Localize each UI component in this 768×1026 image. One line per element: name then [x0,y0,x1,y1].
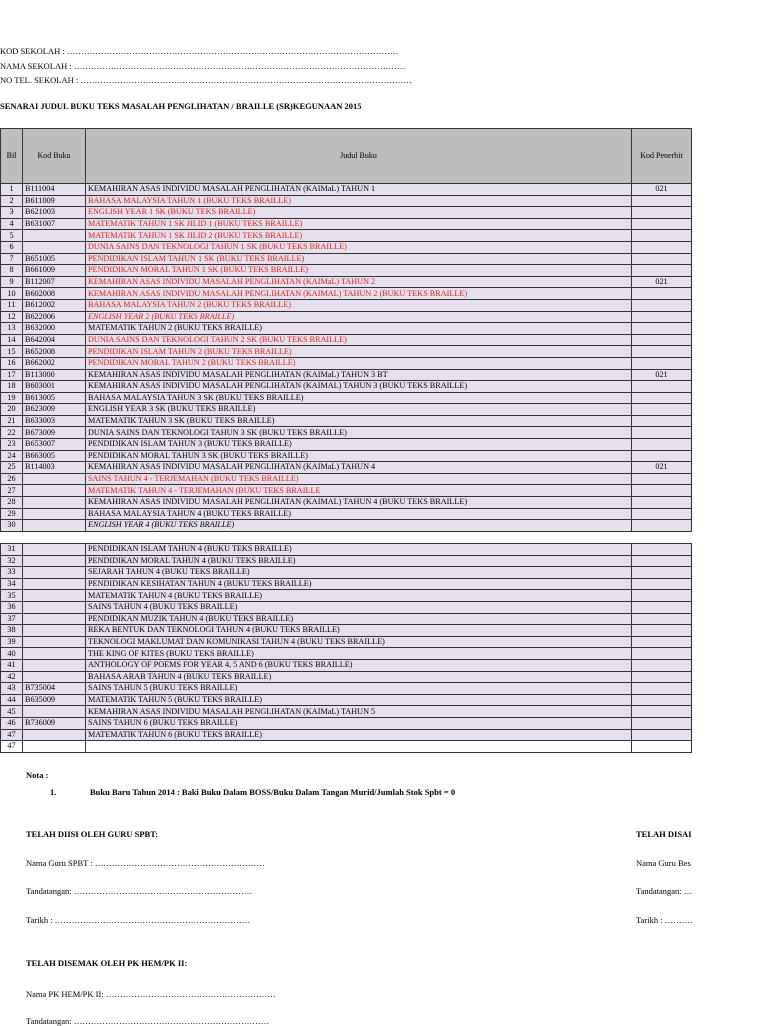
cell-bil: 20 [1,404,23,416]
cell-judul-buku: PENDIDIKAN ISLAM TAHUN 3 (BUKU TEKS BRAILLE) [86,439,632,451]
cell-kod-penerbit [632,601,692,613]
cell-bil: 37 [1,613,23,625]
pk-hem-section-title: TELAH DISEMAK OLEH PK HEM/PK II: [26,958,188,968]
cell-kod-penerbit [632,485,692,497]
nota-number: 1. [50,787,57,797]
cell-kod-penerbit [632,427,692,439]
table-row [1,741,692,753]
cell-kod-buku: B653007 [23,439,86,451]
cell-kod-penerbit [632,555,692,567]
cell-bil: 41 [1,659,23,671]
cell-kod-buku [23,706,86,718]
cell-judul-buku: ANTHOLOGY OF POEMS FOR YEAR 4, 5 AND 6 (BUKU TEKS BRAILLE) [86,659,632,671]
cell-bil: 46 [1,717,23,729]
cell-kod-penerbit [632,659,692,671]
cell-kod-buku [23,741,86,753]
table-row [1,648,692,660]
cell-bil: 11 [1,299,23,311]
cell-judul-buku: ENGLISH YEAR 1 SK (BUKU TEKS BRAILLE) [86,207,632,219]
table-row [1,253,692,265]
cell-bil: 28 [1,497,23,509]
table-row [1,473,692,485]
cell-kod-buku: B603001 [23,381,86,393]
table-row [1,613,692,625]
cell-kod-penerbit [632,694,692,706]
table-row [1,544,692,556]
nota-text: Buku Baru Tahun 2014 : Baki Buku Dalam BOSS/Buku Dalam Tangan Murid/Jumlah Stok Spbt = 0 [90,787,456,797]
cell-kod-penerbit [632,625,692,637]
cell-judul-buku: ENGLISH YEAR 2 (BUKU TEKS BRAILLE) [86,311,632,323]
cell-kod-penerbit [632,439,692,451]
right-nama-line: Nama Guru Bes [636,858,691,868]
cell-judul-buku: BAHASA MALAYSIA TAHUN 1 (BUKU TEKS BRAILLE) [86,195,632,207]
cell-bil: 5 [1,230,23,242]
cell-bil: 45 [1,706,23,718]
cell-kod-buku: B642004 [23,334,86,346]
right-section-title: TELAH DISAI [636,829,692,839]
cell-kod-penerbit [632,404,692,416]
cell-judul-buku: KEMAHIRAN ASAS INDIVIDU MASALAH PENGLIHATAN (KAIMAL) TAHUN 2 (BUKU TEKS BRAILLE) [86,288,632,300]
cell-judul-buku: KEMAHIRAN ASAS INDIVIDU MASALAH PENGLIHATAN (KAIMaL) TAHUN 2 [86,276,632,288]
table-row [1,392,692,404]
table-row [1,659,692,671]
cell-kod-penerbit [632,671,692,683]
table-row [1,195,692,207]
cell-kod-buku: B635009 [23,694,86,706]
col-kod-buku-header: Kod Buku [23,129,86,184]
table-row [1,381,692,393]
cell-kod-buku [23,544,86,556]
col-judul-header: Judul Buku [86,129,632,184]
cell-kod-penerbit [632,311,692,323]
cell-kod-penerbit [632,497,692,509]
cell-bil: 2 [1,195,23,207]
cell-judul-buku: KEMAHIRAN ASAS INDIVIDU MASALAH PENGLIHATAN (KAIMaL) TAHUN 1 [86,184,632,196]
cell-judul-buku: KEMAHIRAN ASAS INDIVIDU MASALAH PENGLIHATAN (KAIMaL) TAHUN 4 [86,462,632,474]
cell-bil: 21 [1,415,23,427]
table-row [1,369,692,381]
cell-kod-buku: B673009 [23,427,86,439]
cell-bil: 18 [1,381,23,393]
cell-kod-penerbit [632,346,692,358]
cell-kod-buku: B613005 [23,392,86,404]
table-header-row [1,129,692,184]
cell-kod-penerbit [632,567,692,579]
book-table-part1 [0,128,692,532]
cell-kod-buku: B662002 [23,357,86,369]
table-row [1,601,692,613]
cell-kod-penerbit [632,288,692,300]
cell-bil: 35 [1,590,23,602]
cell-kod-penerbit [632,706,692,718]
cell-kod-penerbit [632,578,692,590]
cell-kod-penerbit [632,683,692,695]
cell-kod-penerbit [632,323,692,335]
cell-kod-buku [23,625,86,637]
cell-kod-buku [23,659,86,671]
page-title: SENARAI JUDUL BUKU TEKS MASALAH PENGLIHATAN / BRAILLE (SR)KEGUNAAN 2015 [0,101,362,111]
cell-judul-buku [86,741,632,753]
table-row [1,706,692,718]
cell-judul-buku: KEMAHIRAN ASAS INDIVIDU MASALAH PENGLIHATAN (KAIMaL) TAHUN 5 [86,706,632,718]
cell-kod-buku [23,555,86,567]
cell-judul-buku: PENDIDIKAN ISLAM TAHUN 2 (BUKU TEKS BRAILLE) [86,346,632,358]
cell-judul-buku: MATEMATIK TAHUN 1 SK JILID 1 (BUKU TEKS BRAILLE) [86,218,632,230]
table-row [1,276,692,288]
cell-kod-penerbit: 021 [632,276,692,288]
table-row [1,357,692,369]
cell-bil: 24 [1,450,23,462]
cell-judul-buku: PENDIDIKAN MORAL TAHUN 3 SK (BUKU TEKS BRAILLE) [86,450,632,462]
cell-kod-penerbit [632,299,692,311]
table-row [1,462,692,474]
cell-judul-buku: SEJARAH TAHUN 4 (BUKU TEKS BRAILLE) [86,567,632,579]
cell-bil: 17 [1,369,23,381]
cell-bil: 29 [1,508,23,520]
cell-kod-buku: B633003 [23,415,86,427]
cell-kod-penerbit [632,717,692,729]
cell-kod-penerbit [632,590,692,602]
col-penerbit-header: Kod Penerbit [632,129,692,184]
cell-judul-buku: REKA BENTUK DAN TEKNOLOGI TAHUN 4 (BUKU TEKS BRAILLE) [86,625,632,637]
table-row [1,218,692,230]
table-row [1,439,692,451]
cell-bil: 36 [1,601,23,613]
cell-judul-buku: MATEMATIK TAHUN 4 (BUKU TEKS BRAILLE) [86,590,632,602]
cell-bil: 32 [1,555,23,567]
cell-kod-penerbit [632,207,692,219]
guru-spbt-section-title: TELAH DIISI OLEH GURU SPBT: [26,829,159,839]
table-row [1,567,692,579]
cell-kod-buku: B661009 [23,265,86,277]
cell-kod-buku: B663005 [23,450,86,462]
table-row [1,184,692,196]
table-row [1,334,692,346]
cell-kod-penerbit [632,195,692,207]
cell-kod-buku: B621003 [23,207,86,219]
cell-judul-buku: SAINS TAHUN 4 - TERJEMAHAN (BUKU TEKS BRAILLE) [86,473,632,485]
cell-judul-buku: ENGLISH YEAR 3 SK (BUKU TEKS BRAILLE) [86,404,632,416]
cell-kod-buku [23,497,86,509]
cell-bil: 4 [1,218,23,230]
cell-bil: 13 [1,323,23,335]
table-row [1,671,692,683]
cell-judul-buku: KEMAHIRAN ASAS INDIVIDU MASALAH PENGLIHATAN (KAIMAL) TAHUN 3 (BUKU TEKS BRAILLE) [86,381,632,393]
cell-bil: 19 [1,392,23,404]
cell-kod-buku [23,590,86,602]
cell-kod-buku [23,230,86,242]
cell-kod-buku: B652008 [23,346,86,358]
cell-kod-buku: B114003 [23,462,86,474]
cell-kod-buku [23,520,86,532]
cell-kod-buku: B632000 [23,323,86,335]
cell-kod-buku: B611009 [23,195,86,207]
guru-spbt-tarikh-line: Tarikh : …………………………………………………………… [26,915,251,925]
cell-kod-penerbit [632,613,692,625]
table-row [1,625,692,637]
cell-kod-buku: B622006 [23,311,86,323]
cell-judul-buku: MATEMATIK TAHUN 4 - TERJEMAHAN (BUKU TEKS BRAILLE [86,485,632,497]
cell-kod-penerbit [632,648,692,660]
cell-kod-penerbit [632,265,692,277]
right-tandatangan-line: Tandatangan: … [636,886,693,896]
cell-bil: 9 [1,276,23,288]
cell-judul-buku: BAHASA MALAYSIA TAHUN 2 (BUKU TEKS BRAILLE) [86,299,632,311]
table-row [1,450,692,462]
cell-judul-buku: THE KING OF KITES (BUKU TEKS BRAILLE) [86,648,632,660]
table-row [1,265,692,277]
cell-bil: 39 [1,636,23,648]
cell-judul-buku: KEMAHIRAN ASAS INDIVIDU MASALAH PENGLIHATAN (KAIMaL) TAHUN 3 BT [86,369,632,381]
cell-judul-buku: MATEMATIK TAHUN 1 SK JILID 2 (BUKU TEKS BRAILLE) [86,230,632,242]
cell-bil: 43 [1,683,23,695]
cell-judul-buku: PENDIDIKAN MORAL TAHUN 2 (BUKU TEKS BRAILLE) [86,357,632,369]
guru-spbt-tandatangan-line: Tandatangan: ……………………………………………………… [26,886,253,896]
cell-judul-buku: ENGLISH YEAR 4 (BUKU TEKS BRAILLE) [86,520,632,532]
cell-bil: 40 [1,648,23,660]
cell-bil: 31 [1,544,23,556]
cell-judul-buku: BAHASA MALAYSIA TAHUN 4 (BUKU TEKS BRAILLE) [86,508,632,520]
table-row [1,346,692,358]
cell-bil: 34 [1,578,23,590]
cell-judul-buku: BAHASA ARAB TAHUN 4 (BUKU TEKS BRAILLE) [86,671,632,683]
cell-kod-penerbit [632,334,692,346]
cell-bil: 47 [1,741,23,753]
cell-bil: 10 [1,288,23,300]
cell-kod-penerbit [632,241,692,253]
cell-kod-buku [23,729,86,741]
cell-kod-penerbit [632,520,692,532]
cell-judul-buku: PENDIDIKAN MUZIK TAHUN 4 (BUKU TEKS BRAILLE) [86,613,632,625]
cell-judul-buku: SAINS TAHUN 4 (BUKU TEKS BRAILLE) [86,601,632,613]
no-tel-line: NO TEL. SEKOLAH : ……………………………………………………………………………………………………… [0,75,412,85]
table-row [1,717,692,729]
cell-bil: 6 [1,241,23,253]
table-row [1,590,692,602]
table-row [1,636,692,648]
cell-bil: 26 [1,473,23,485]
cell-bil: 23 [1,439,23,451]
table-row [1,404,692,416]
cell-bil: 3 [1,207,23,219]
cell-kod-buku [23,473,86,485]
cell-kod-penerbit: 021 [632,462,692,474]
cell-kod-buku: B623009 [23,404,86,416]
cell-kod-penerbit [632,544,692,556]
cell-kod-buku [23,601,86,613]
cell-judul-buku: MATEMATIK TAHUN 5 (BUKU TEKS BRAILLE) [86,694,632,706]
table-row [1,415,692,427]
table-row [1,520,692,532]
table-row [1,230,692,242]
cell-judul-buku: DUNIA SAINS DAN TEKNOLOGI TAHUN 2 SK (BUKU TEKS BRAILLE) [86,334,632,346]
cell-kod-buku [23,485,86,497]
cell-kod-penerbit [632,636,692,648]
cell-kod-penerbit [632,473,692,485]
cell-bil: 38 [1,625,23,637]
cell-judul-buku: MATEMATIK TAHUN 3 SK (BUKU TEKS BRAILLE) [86,415,632,427]
cell-bil: 12 [1,311,23,323]
cell-kod-buku [23,613,86,625]
cell-bil: 30 [1,520,23,532]
cell-judul-buku: SAINS TAHUN 5 (BUKU TEKS BRAILLE) [86,683,632,695]
col-bil-header: Bil [1,129,23,184]
cell-kod-penerbit [632,508,692,520]
cell-kod-penerbit: 021 [632,369,692,381]
cell-bil: 27 [1,485,23,497]
table-row [1,427,692,439]
table-row [1,299,692,311]
cell-bil: 47 [1,729,23,741]
cell-kod-buku: B651005 [23,253,86,265]
cell-kod-penerbit [632,415,692,427]
table-row [1,508,692,520]
table-row [1,694,692,706]
cell-kod-penerbit [632,230,692,242]
table-row [1,555,692,567]
cell-kod-penerbit [632,218,692,230]
cell-bil: 22 [1,427,23,439]
cell-kod-buku: B113000 [23,369,86,381]
cell-kod-buku [23,578,86,590]
cell-kod-buku [23,508,86,520]
cell-kod-penerbit [632,381,692,393]
cell-kod-penerbit [632,357,692,369]
table-row [1,729,692,741]
right-tarikh-line: Tarikh : ………. [636,915,693,925]
cell-bil: 25 [1,462,23,474]
cell-kod-buku: B112007 [23,276,86,288]
cell-bil: 33 [1,567,23,579]
table-row [1,497,692,509]
cell-kod-penerbit: 021 [632,184,692,196]
table-row [1,683,692,695]
cell-kod-buku [23,636,86,648]
cell-judul-buku: MATEMATIK TAHUN 2 (BUKU TEKS BRAILLE) [86,323,632,335]
guru-spbt-nama-line: Nama Guru SPBT : …………………………………………………… [26,858,265,868]
cell-kod-buku: B111004 [23,184,86,196]
cell-judul-buku: KEMAHIRAN ASAS INDIVIDU MASALAH PENGLIHATAN (KAIMAL) TAHUN 4 (BUKU TEKS BRAILLE) [86,497,632,509]
cell-kod-penerbit [632,253,692,265]
cell-judul-buku: PENDIDIKAN MORAL TAHUN 1 SK (BUKU TEKS BRAILLE) [86,265,632,277]
cell-bil: 15 [1,346,23,358]
cell-bil: 7 [1,253,23,265]
cell-judul-buku: MATEMATIK TAHUN 6 (BUKU TEKS BRAILLE) [86,729,632,741]
cell-bil: 16 [1,357,23,369]
nama-sekolah-line: NAMA SEKOLAH : ……………………………………………………………………………………………………… [0,61,406,71]
book-table-part2 [0,543,692,753]
cell-kod-buku: B736009 [23,717,86,729]
cell-bil: 8 [1,265,23,277]
cell-judul-buku: SAINS TAHUN 6 (BUKU TEKS BRAILLE) [86,717,632,729]
cell-kod-buku: B735004 [23,683,86,695]
nota-label: Nota : [26,770,49,780]
cell-judul-buku: PENDIDIKAN ISLAM TAHUN 4 (BUKU TEKS BRAILLE) [86,544,632,556]
cell-judul-buku: BAHASA MALAYSIA TAHUN 3 SK (BUKU TEKS BRAILLE) [86,392,632,404]
cell-kod-buku: B602008 [23,288,86,300]
cell-bil: 44 [1,694,23,706]
table-row [1,288,692,300]
cell-kod-buku [23,671,86,683]
table-row [1,241,692,253]
cell-kod-buku: B631007 [23,218,86,230]
cell-kod-penerbit [632,729,692,741]
table-row [1,485,692,497]
cell-judul-buku: PENDIDIKAN ISLAM TAHUN 1 SK (BUKU TEKS BRAILLE) [86,253,632,265]
cell-bil: 1 [1,184,23,196]
cell-judul-buku: DUNIA SAINS DAN TEKNOLOGI TAHUN 1 SK (BUKU TEKS BRAILLE) [86,241,632,253]
cell-judul-buku: DUNIA SAINS DAN TEKNOLOGI TAHUN 3 SK (BUKU TEKS BRAILLE) [86,427,632,439]
cell-judul-buku: TEKNOLOGI MAKLUMAT DAN KOMUNIKASI TAHUN 4 (BUKU TEKS BRAILLE) [86,636,632,648]
cell-kod-penerbit [632,741,692,753]
cell-kod-buku: B612002 [23,299,86,311]
pk-hem-nama-line: Nama PK HEM/PK II: …………………………………………………… [26,989,276,999]
cell-bil: 14 [1,334,23,346]
pk-hem-tandatangan-line: Tandatangan: …………………………………………………………… [26,1016,270,1026]
cell-kod-penerbit [632,450,692,462]
table-row [1,578,692,590]
cell-kod-buku [23,241,86,253]
cell-judul-buku: PENDIDIKAN KESIHATAN TAHUN 4 (BUKU TEKS BRAILLE) [86,578,632,590]
cell-bil: 42 [1,671,23,683]
table-row [1,207,692,219]
table-row [1,311,692,323]
cell-kod-penerbit [632,392,692,404]
table-row [1,323,692,335]
cell-kod-buku [23,648,86,660]
cell-kod-buku [23,567,86,579]
kod-sekolah-line: KOD SEKOLAH : ……………………………………………………………………………………………………… [0,46,399,56]
cell-judul-buku: PENDIDIKAN MORAL TAHUN 4 (BUKU TEKS BRAILLE) [86,555,632,567]
